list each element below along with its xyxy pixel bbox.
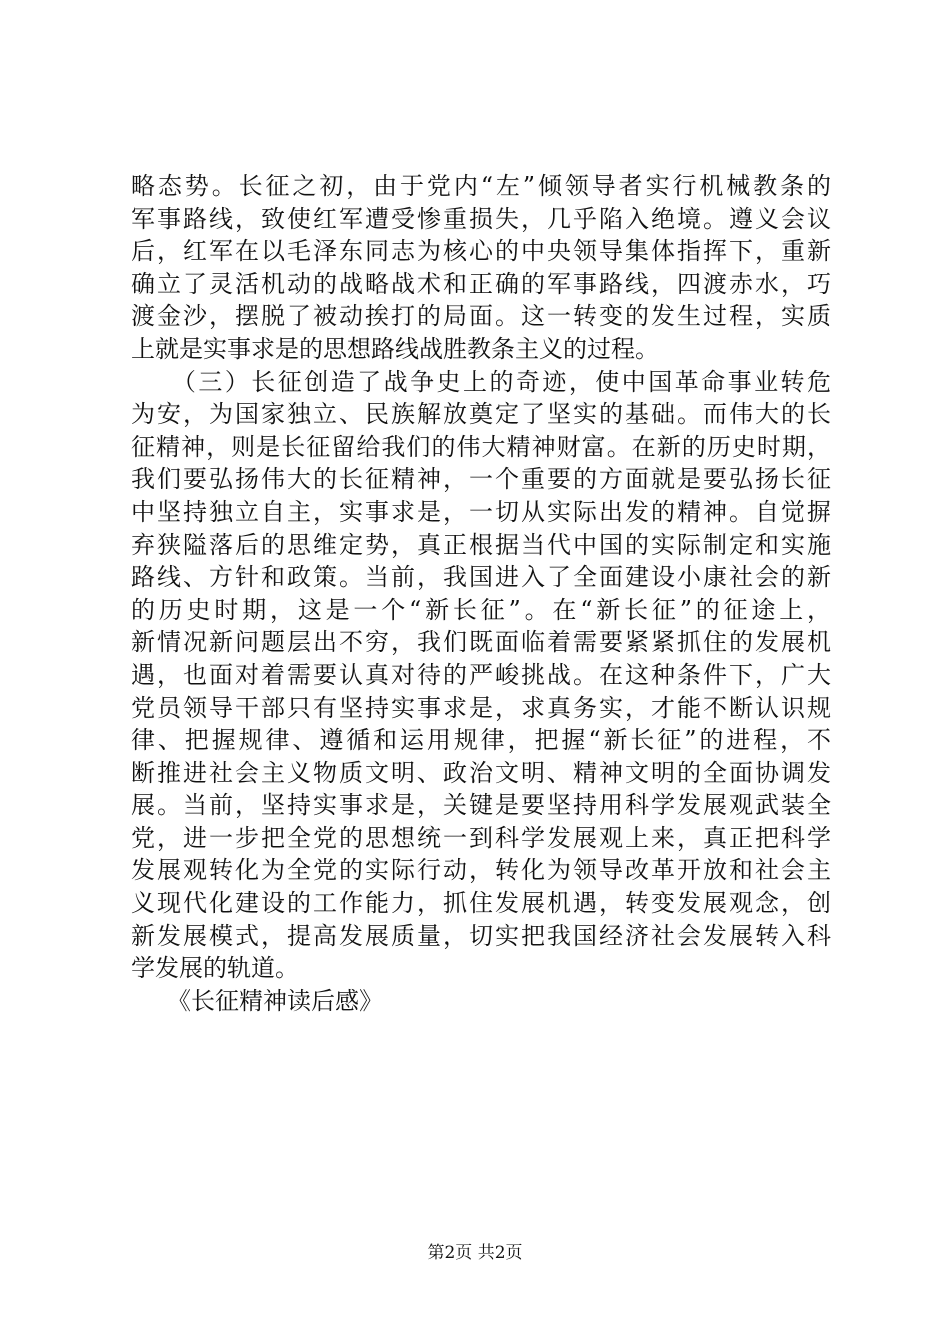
- text-line: 弃狭隘落后的思维定势，真正根据当代中国的实际制定和实施: [131, 530, 831, 559]
- text-line: 中坚持独立自主，实事求是，一切从实际出发的精神。自觉摒: [131, 497, 831, 526]
- text-line: 义现代化建设的工作能力，抓住发展机遇，转变发展观念，创: [131, 889, 831, 918]
- text-line: 发展观转化为全党的实际行动，转化为领导改革开放和社会主: [131, 856, 831, 885]
- text-line: 后，红军在以毛泽东同志为核心的中央领导集体指挥下，重新: [131, 237, 831, 266]
- text-line: 党员领导干部只有坚持实事求是，求真务实，才能不断认识规: [131, 693, 831, 722]
- text-line: 新情况新问题层出不穷，我们既面临着需要紧紧抓住的发展机: [131, 628, 831, 657]
- text-line: 断推进社会主义物质文明、政治文明、精神文明的全面协调发: [131, 758, 831, 787]
- text-line: 的历史时期，这是一个“新长征”。在“新长征”的征途上，: [131, 595, 831, 624]
- text-line: 我们要弘扬伟大的长征精神，一个重要的方面就是要弘扬长征: [131, 465, 831, 494]
- text-line: 确立了灵活机动的战略战术和正确的军事路线，四渡赤水，巧: [131, 269, 831, 298]
- body-text: [131, 170, 831, 1017]
- page-footer: 第2页 共2页: [427, 1243, 523, 1263]
- text-line: （三）长征创造了战争史上的奇迹，使中国革命事业转危: [131, 367, 831, 396]
- text-line: 上就是实事求是的思想路线战胜教条主义的过程。: [131, 334, 659, 363]
- text-line: 新发展模式，提高发展质量，切实把我国经济社会发展转入科: [131, 921, 831, 950]
- document-title-reference: 《长征精神读后感》: [131, 986, 383, 1015]
- text-line: 为安，为国家独立、民族解放奠定了坚实的基础。而伟大的长: [131, 400, 831, 429]
- text-line: 律、把握规律、遵循和运用规律，把握“新长征”的进程，不: [131, 726, 831, 755]
- text-line: 党，进一步把全党的思想统一到科学发展观上来，真正把科学: [131, 823, 831, 852]
- text-line: 军事路线，致使红军遭受惨重损失，几乎陷入绝境。遵义会议: [131, 204, 831, 233]
- text-line: 学发展的轨道。: [131, 954, 299, 983]
- text-line: 渡金沙，摆脱了被动挨打的局面。这一转变的发生过程，实质: [131, 302, 831, 331]
- text-line: 遇，也面对着需要认真对待的严峻挑战。在这种条件下，广大: [131, 660, 831, 689]
- text-line: 路线、方针和政策。当前，我国进入了全面建设小康社会的新: [131, 563, 831, 592]
- text-line: 略态势。长征之初，由于党内“左”倾领导者实行机械教条的: [131, 172, 831, 200]
- text-line: 征精神，则是长征留给我们的伟大精神财富。在新的历史时期，: [131, 432, 831, 461]
- text-line: 展。当前，坚持实事求是，关键是要坚持用科学发展观武装全: [131, 791, 831, 820]
